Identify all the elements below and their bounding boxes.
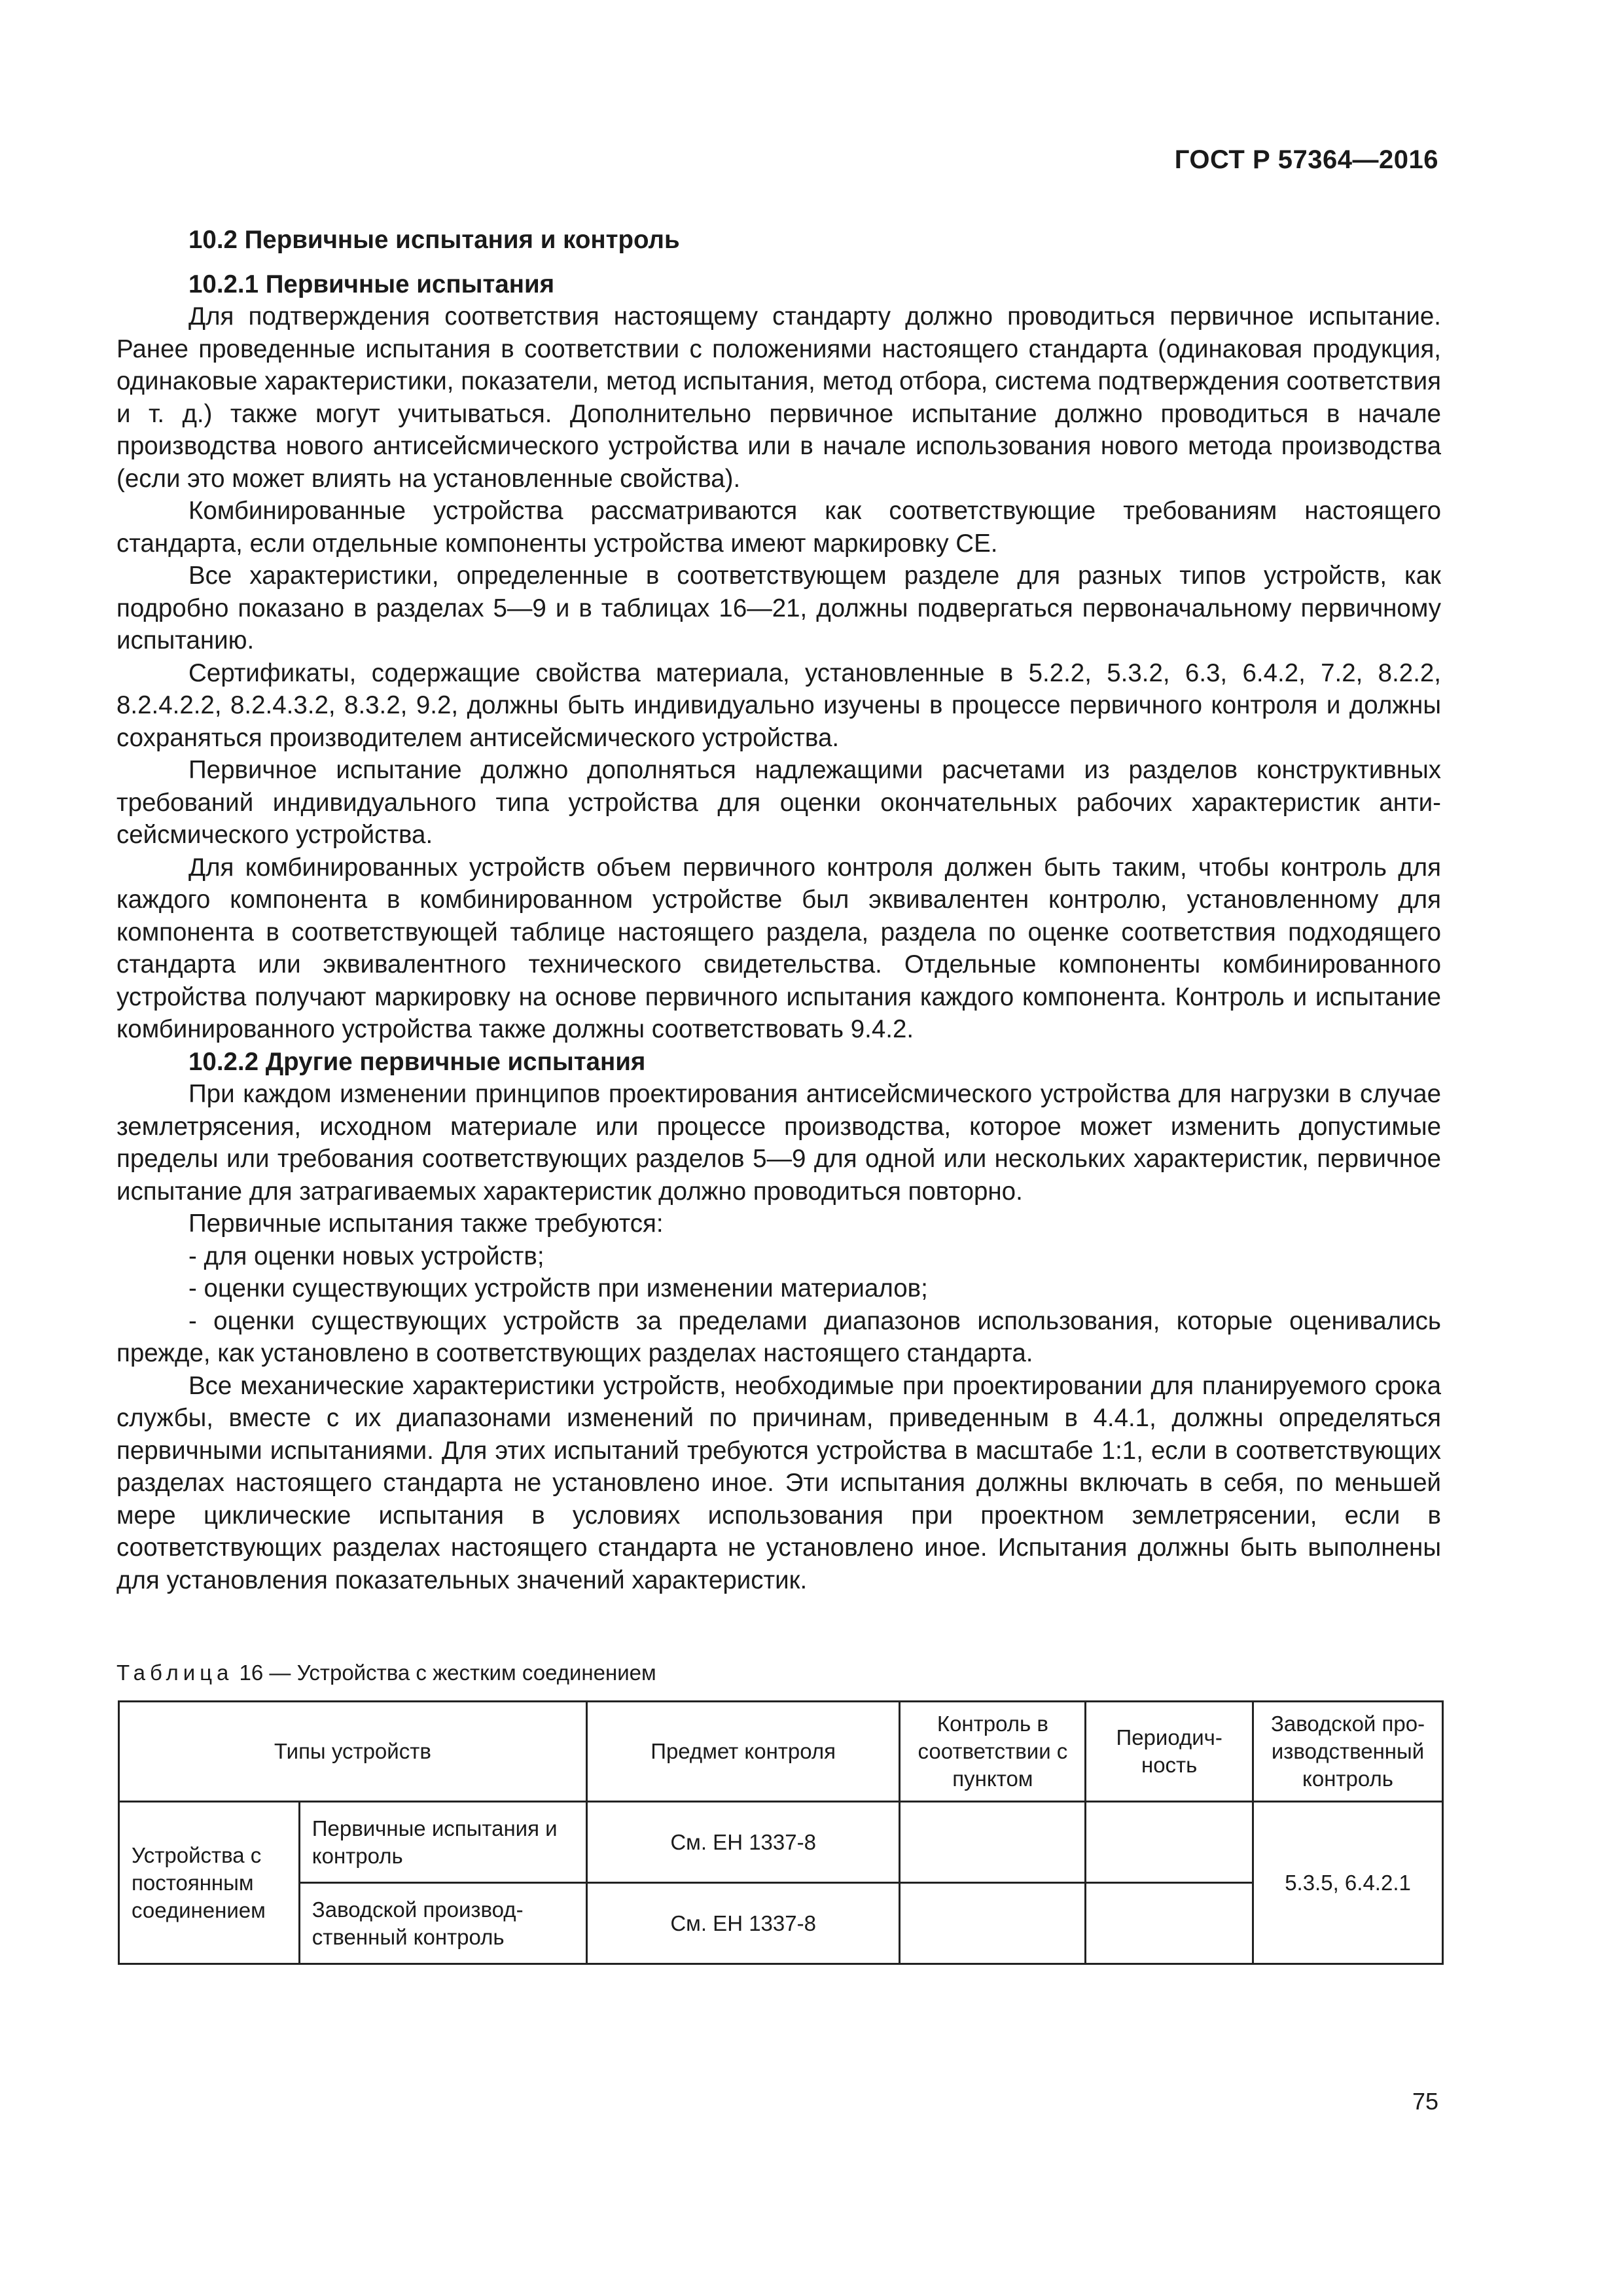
paragraph: Все механические характеристики устройств, необходимые при проектировании для планируемого срока службы, вместе с их диапазонами изменений по причинам, приведенным в 4.4.1, должны определяться первичными испытаниями. Для этих испытаний требуются устройства в масштабе 1:1, если в соответствующих разделах настоящего стандарта не установлено иное. Эти испытания должны включать в себя, по меньшей мере циклические испытания в условиях использования при проектном землетрясении, если в соответствующих разделах настоящего стандарта не установлено иное. Испытания должны быть выполнены для установления показательных значений характеристик. bbox=[116, 1371, 1441, 1594]
table-row bbox=[119, 1802, 1443, 1883]
paragraph: При каждом изменении принципов проектирования антисейсмического устройства для нагрузки в случае землетрясения, исходном материале или процессе производства, которое может изменить допустимые пределы или требования соответствующих разделов 5—9 для одной или нескольких характеристик, первичное испытание для затрагиваемых характеристик должно проводиться повторно. bbox=[116, 1080, 1441, 1206]
paragraph: Первичное испытание должно дополняться надлежащими расчетами из разделов конструктивных требований индивидуального типа устройства для оценки окончательных рабочих характеристик антисейсмического устройства. bbox=[116, 756, 1441, 849]
table-caption-label: Таблица bbox=[116, 1660, 234, 1685]
paragraph: Комбинированные устройства рассматриваются как соответствующие требованиям настоящего стандарта, если отдельные компоненты устройства имеют маркировку CE. bbox=[116, 497, 1441, 558]
paragraph: Для подтверждения соответствия настоящему стандарту должно проводиться первичное испытание. Ранее проведенные испытания в соответствии с положениями настоящего стандарта (одинаковая продукция, одинаковые характеристики, показатели, метод испытания, метод отбора, система подтверждения соответствия и т. д.) также могут учитываться. Дополнительно первичное испытание должно проводиться в начале производства нового антисейсмического устройства или в начале использования нового метода производства (если это может влиять на установленные свойства). bbox=[116, 302, 1441, 493]
device-group-cell: Устройства с постоянным соединением bbox=[119, 1802, 300, 1964]
periodicity-cell bbox=[1086, 1883, 1253, 1964]
subject-cell: См. EH 1337-8 bbox=[586, 1883, 900, 1964]
paragraph: Первичные испытания также требуются: bbox=[188, 1210, 664, 1238]
document-body bbox=[116, 224, 1441, 1596]
table-row bbox=[119, 1883, 1443, 1964]
clause-cell bbox=[900, 1802, 1086, 1883]
header-periodicity: Периодичность bbox=[1086, 1702, 1253, 1802]
list-item: - оценки существующих устройств при изменении материалов; bbox=[188, 1274, 928, 1302]
table-header-row bbox=[119, 1702, 1443, 1802]
header-subject: Предмет контроля bbox=[586, 1702, 900, 1802]
clause-cell bbox=[900, 1883, 1086, 1964]
factory-control-cell: 5.3.5, 6.4.2.1 bbox=[1253, 1802, 1443, 1964]
document-code: ГОСТ Р 57364—2016 bbox=[1174, 145, 1438, 174]
section-title: 10.2 Первичные испытания и контроль bbox=[188, 226, 680, 254]
page-number: 75 bbox=[1412, 2088, 1438, 2115]
subsection-title-10-2-2: 10.2.2 Другие первичные испытания bbox=[188, 1047, 646, 1076]
table-caption bbox=[116, 1660, 656, 1686]
header-clause: Контроль в соответствии с пунктом bbox=[900, 1702, 1086, 1802]
list-item: - оценки существующих устройств за пределами диапазонов использования, которые оценивались прежде, как установлено в соответствующих разделах настоящего стандарта. bbox=[116, 1306, 1441, 1367]
subject-cell: См. EH 1337-8 bbox=[586, 1802, 900, 1883]
paragraph: Все характеристики, определенные в соответствующем разделе для разных типов устройств, как подробно показано в разделах 5—9 и в таблицах 16—21, должны подвергаться первоначальному первичному испытанию. bbox=[116, 562, 1441, 655]
device-type-cell: Первичные испытания и контроль bbox=[299, 1802, 586, 1883]
list-item: - для оценки новых устройств; bbox=[188, 1242, 544, 1270]
header-device-types: Типы устройств bbox=[119, 1702, 587, 1802]
paragraph: Для комбинированных устройств объем первичного контроля должен быть таким, чтобы контроль для каждого компонента в комбинированном устройстве был эквивалентен контролю, установленному для компонента в соответствующей таблице настоящего раздела, раздела по оценке соответствия подходящего стандарта или эквивалентного технического свидетельства. Отдельные компоненты комбинированного устройства получают маркировку на основе первичного испытания каждого компонента. Контроль и испытание комбинированного устройства также должны соответствовать 9.4.2. bbox=[116, 853, 1441, 1043]
table-16 bbox=[118, 1700, 1444, 1965]
device-type-cell: Заводской производственный контроль bbox=[299, 1883, 586, 1964]
header-factory-control: Заводской производственный контроль bbox=[1253, 1702, 1443, 1802]
paragraph: Сертификаты, содержащие свойства материала, установленные в 5.2.2, 5.3.2, 6.3, 6.4.2, 7.2, 8.2.2, 8.2.4.2.2, 8.2.4.3.2, 8.3.2, 9.2, должны быть индивидуально изучены в процессе первичного контроля и должны сохраняться производителем антисейсмического устройства. bbox=[116, 658, 1441, 752]
periodicity-cell bbox=[1086, 1802, 1253, 1883]
table-caption-text: 16 — Устройства с жестким соединением bbox=[233, 1660, 656, 1685]
subsection-title-10-2-1: 10.2.1 Первичные испытания bbox=[188, 270, 555, 298]
